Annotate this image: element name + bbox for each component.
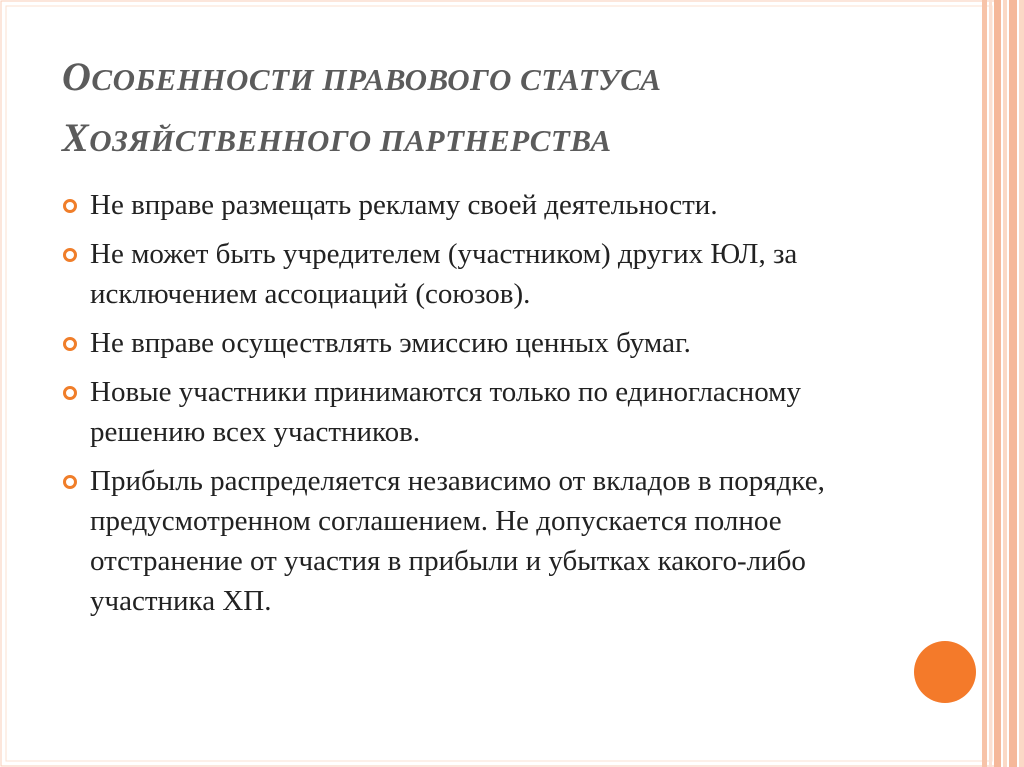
ring-bullet-icon xyxy=(63,199,77,213)
bullet-list xyxy=(60,185,860,630)
decorative-circle-icon xyxy=(914,641,976,703)
ring-bullet-icon xyxy=(63,475,77,489)
ring-bullet-icon xyxy=(63,248,77,262)
bullet-text: Не вправе осуществлять эмиссию ценных бумаг. xyxy=(90,327,691,359)
list-item xyxy=(60,372,860,452)
ring-bullet-icon xyxy=(63,386,77,400)
bullet-text: Не может быть учредителем (участником) других ЮЛ, за исключением ассоциаций (союзов). xyxy=(90,238,798,310)
bullet-text: Не вправе размещать рекламу своей деятельности. xyxy=(90,189,718,221)
title-line: ОСОБЕННОСТИ ПРАВОВОГО СТАТУСА xyxy=(62,54,662,99)
title-line: ХОЗЯЙСТВЕННОГО ПАРТНЕРСТВА xyxy=(62,115,612,160)
bullet-text: Прибыль распределяется независимо от вкладов в порядке, предусмотренном соглашением. Не допускается полное отстранение от участия в прибыли и убытках какого-либо участника ХП. xyxy=(90,465,825,617)
bullet-text: Новые участники принимаются только по единогласному решению всех участников. xyxy=(90,376,801,448)
list-item xyxy=(60,185,860,225)
slide-title xyxy=(62,48,942,170)
list-item xyxy=(60,461,860,621)
list-item xyxy=(60,234,860,314)
ring-bullet-icon xyxy=(63,337,77,351)
list-item xyxy=(60,323,860,363)
